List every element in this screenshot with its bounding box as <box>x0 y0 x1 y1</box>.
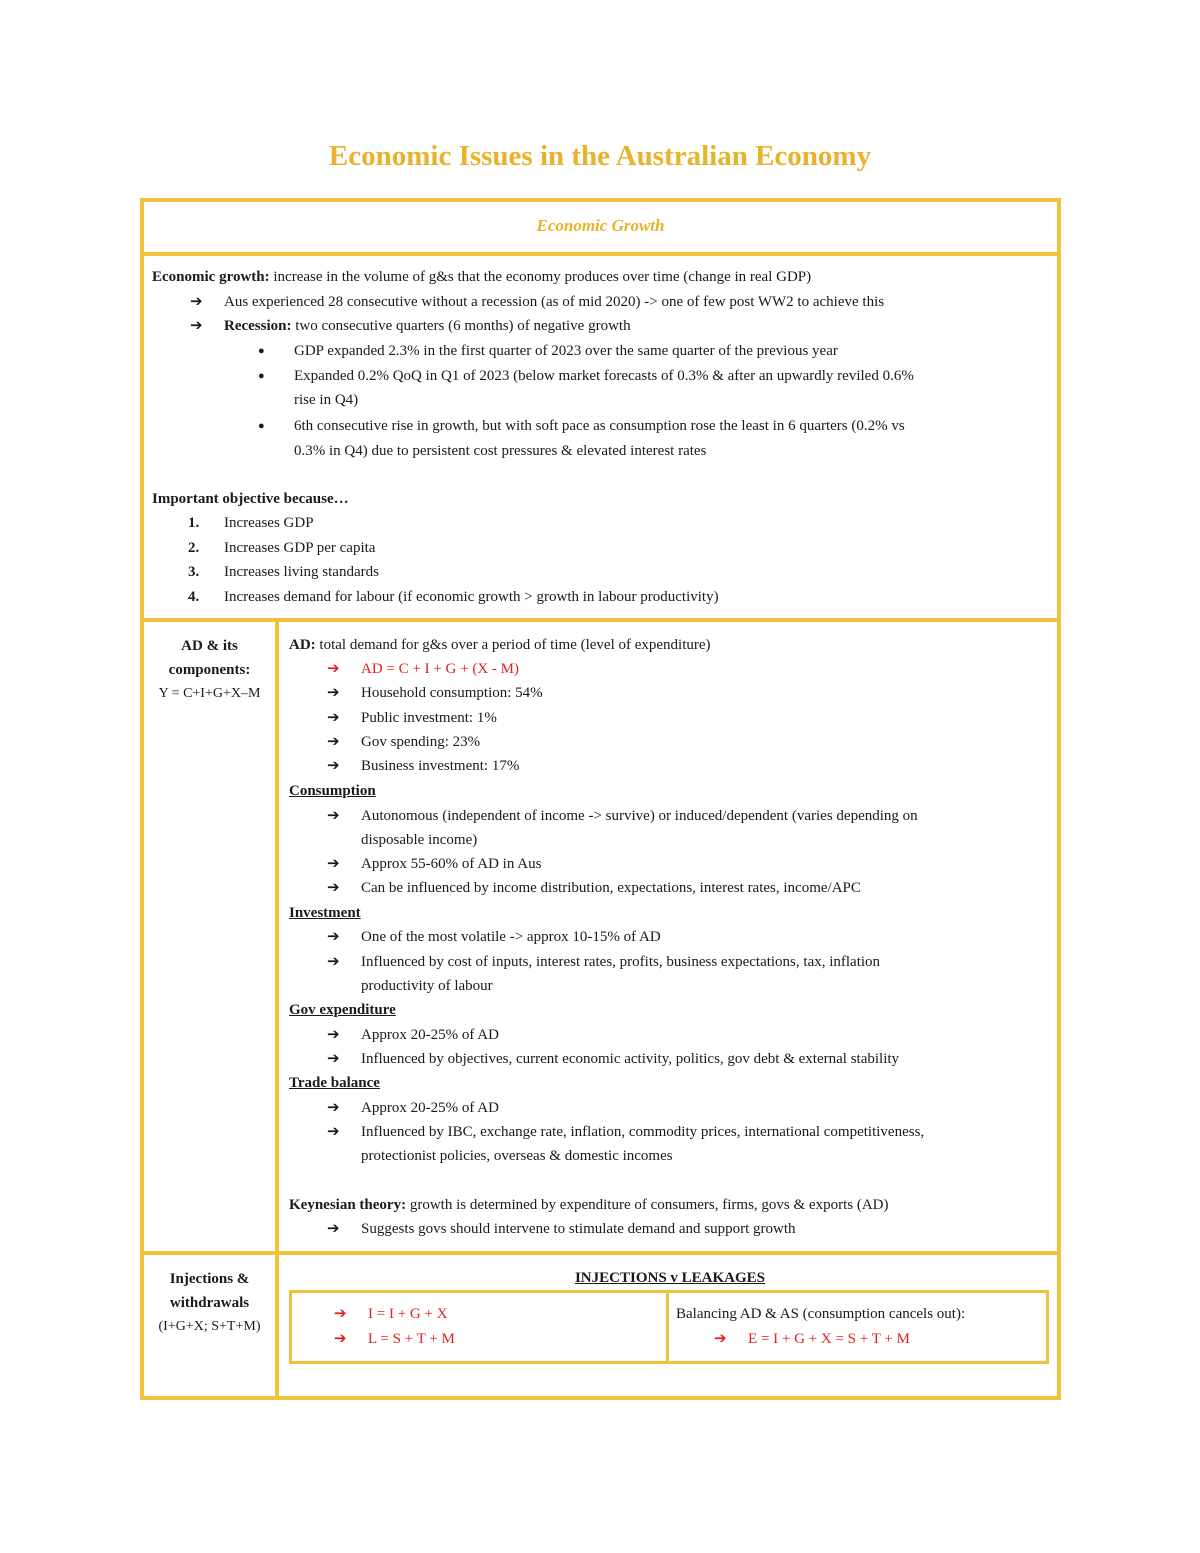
arrow-icon: ➔ <box>327 1051 340 1067</box>
arrow-icon: ➔ <box>327 1124 340 1140</box>
growth-bullet: 6th consecutive rise in growth, but with soft pace as consumption rose the least in 6 quarters (0.2% vs <box>294 418 905 434</box>
arrow-icon: ➔ <box>327 929 340 945</box>
injections-formula: I = I + G + X <box>368 1306 448 1322</box>
ad-formula: AD = C + I + G + (X - M) <box>361 661 519 677</box>
important-item: Increases GDP per capita <box>224 540 376 556</box>
ad-share: Gov spending: 23% <box>361 734 481 750</box>
investment-item: Influenced by cost of inputs, interest rates, profits, business expectations, tax, inflation <box>361 954 881 970</box>
bullet-icon: ● <box>258 420 265 432</box>
arrow-icon: ➔ <box>327 954 340 970</box>
consumption-item: Approx 55-60% of AD in Aus <box>361 856 542 872</box>
recession-definition: Recession: two consecutive quarters (6 months) of negative growth <box>224 318 631 334</box>
arrow-icon: ➔ <box>327 685 340 701</box>
ad-share: Public investment: 1% <box>361 710 497 726</box>
growth-definition: Economic growth: increase in the volume of g&s that the economy produces over time (change in real GDP) <box>152 269 812 285</box>
growth-bullet: Expanded 0.2% QoQ in Q1 of 2023 (below market forecasts of 0.3% & after an upwardly reviled 0.6% <box>294 368 914 384</box>
growth-bullet-continued: rise in Q4) <box>294 392 359 408</box>
arrow-icon: ➔ <box>327 661 340 677</box>
injections-withdrawals-label: Injections & withdrawals (I+G+X; S+T+M) <box>158 1271 261 1334</box>
leakages-formula: L = S + T + M <box>368 1331 455 1347</box>
arrow-icon: ➔ <box>327 1100 340 1116</box>
keynesian-item: Suggests govs should intervene to stimulate demand and support growth <box>361 1221 796 1237</box>
gov-expenditure-heading: Gov expenditure <box>289 1002 396 1018</box>
investment-heading: Investment <box>289 905 361 921</box>
row-divider <box>144 1251 1057 1255</box>
ad-definition: AD: total demand for g&s over a period of time (level of expenditure) <box>289 637 711 653</box>
arrow-icon: ➔ <box>190 294 203 310</box>
arrow-icon: ➔ <box>327 856 340 872</box>
consumption-item-continued: disposable income) <box>361 832 478 848</box>
trade-item: Influenced by IBC, exchange rate, inflation, commodity prices, international competitiveness, <box>361 1124 925 1140</box>
important-objective-heading: Important objective because… <box>152 491 349 507</box>
arrow-icon: ➔ <box>334 1306 347 1322</box>
arrow-icon: ➔ <box>327 1221 340 1237</box>
trade-balance-heading: Trade balance <box>289 1075 380 1091</box>
list-number: 4. <box>188 589 200 605</box>
arrow-icon: ➔ <box>190 318 203 334</box>
arrow-icon: ➔ <box>327 710 340 726</box>
list-number: 2. <box>188 540 200 556</box>
gov-item: Approx 20-25% of AD <box>361 1027 499 1043</box>
consumption-heading: Consumption <box>289 783 376 799</box>
gov-item: Influenced by objectives, current economic activity, politics, gov debt & external stability <box>361 1051 900 1067</box>
arrow-icon: ➔ <box>714 1331 727 1347</box>
arrow-icon: ➔ <box>327 734 340 750</box>
investment-item: One of the most volatile -> approx 10-15% of AD <box>361 929 661 945</box>
ad-components-label: AD & its components: Y = C+I+G+X–M <box>158 638 261 701</box>
injections-leakages-heading: INJECTIONS v LEAKAGES <box>574 1270 766 1286</box>
arrow-icon: ➔ <box>327 808 340 824</box>
consumption-item: Can be influenced by income distribution, expectations, interest rates, income/APC <box>361 880 861 896</box>
equilibrium-formula: E = I + G + X = S + T + M <box>748 1331 910 1347</box>
trade-item: Approx 20-25% of AD <box>361 1100 499 1116</box>
list-number: 1. <box>188 515 200 531</box>
arrow-icon: ➔ <box>327 1027 340 1043</box>
arrow-icon: ➔ <box>327 758 340 774</box>
important-item: Increases GDP <box>224 515 314 531</box>
ad-share: Business investment: 17% <box>361 758 520 774</box>
important-item: Increases living standards <box>224 564 379 580</box>
consumption-item: Autonomous (independent of income -> survive) or induced/dependent (varies depending on <box>361 808 918 824</box>
box-divider <box>666 1293 669 1361</box>
arrow-icon: ➔ <box>327 880 340 896</box>
row-divider <box>144 252 1057 256</box>
bullet-icon: ● <box>258 345 265 357</box>
investment-item-continued: productivity of labour <box>361 978 493 994</box>
bullet-icon: ● <box>258 370 265 382</box>
growth-arrow-item: Aus experienced 28 consecutive without a recession (as of mid 2020) -> one of few post WW2 to achieve this <box>224 294 885 310</box>
growth-bullet: GDP expanded 2.3% in the first quarter of 2023 over the same quarter of the previous year <box>294 343 838 359</box>
arrow-icon: ➔ <box>334 1331 347 1347</box>
injections-leakages-box <box>289 1290 1049 1364</box>
growth-bullet-continued: 0.3% in Q4) due to persistent cost pressures & elevated interest rates <box>294 443 707 459</box>
balancing-text: Balancing AD & AS (consumption cancels out): <box>676 1306 966 1322</box>
important-item: Increases demand for labour (if economic growth > growth in labour productivity) <box>224 589 719 605</box>
trade-item-continued: protectionist policies, overseas & domestic incomes <box>361 1148 673 1164</box>
list-number: 3. <box>188 564 200 580</box>
section-heading-economic-growth: Economic Growth <box>536 216 665 235</box>
keynesian-theory: Keynesian theory: growth is determined by expenditure of consumers, firms, govs & exports (AD) <box>289 1197 889 1213</box>
row-divider <box>144 618 1057 622</box>
ad-share: Household consumption: 54% <box>361 685 543 701</box>
page-title: Economic Issues in the Australian Economy <box>328 140 872 172</box>
notes-table <box>140 198 1061 1400</box>
